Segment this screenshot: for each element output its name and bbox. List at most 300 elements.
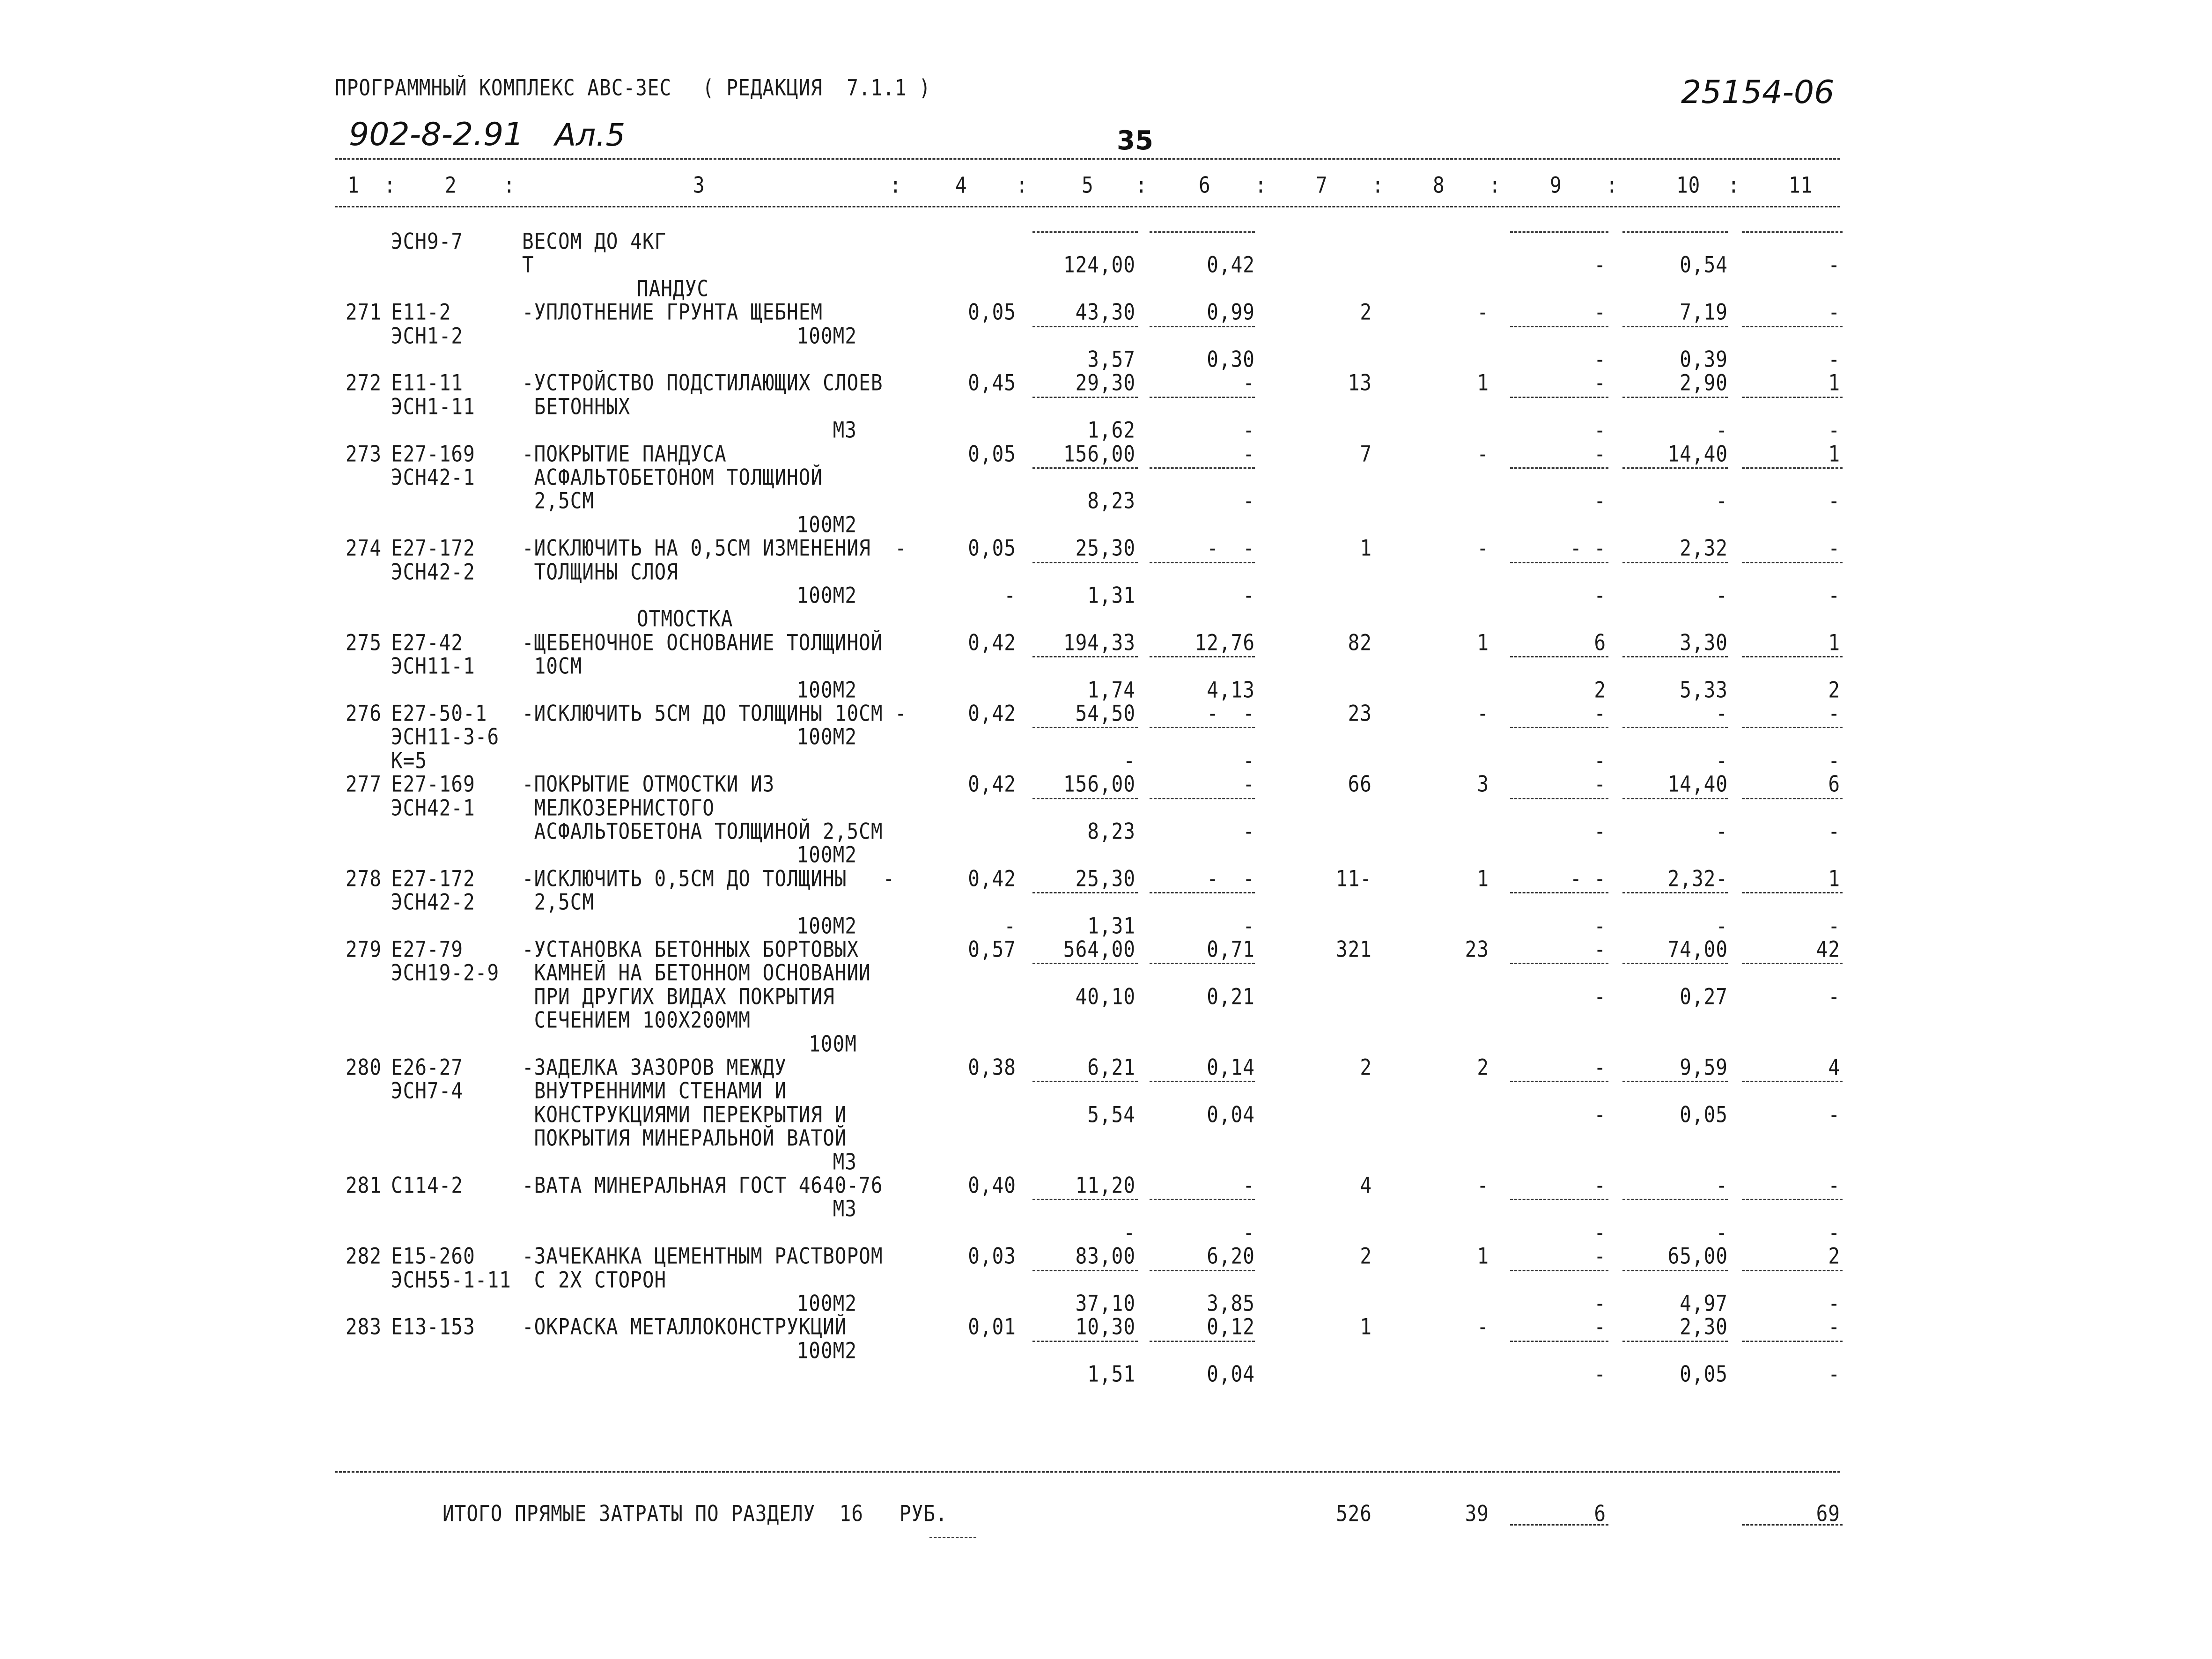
cell-c11: -: [1828, 582, 1840, 609]
cell-c9: - -: [1570, 865, 1606, 892]
cell-c5: 1,74: [1087, 677, 1135, 703]
value-subrule: [1622, 231, 1728, 233]
cell-c5: -: [1123, 1219, 1135, 1246]
cell-c8: 2: [1477, 1054, 1489, 1081]
row-number: 273: [346, 441, 382, 467]
unit-label: М3: [833, 1149, 857, 1175]
value-subrule: [1510, 727, 1608, 728]
work-description: 2,5СМ: [522, 889, 595, 915]
cell-c11: -: [1828, 347, 1840, 373]
value-subrule: [1742, 963, 1843, 964]
cell-c8: -: [1477, 1172, 1489, 1199]
cell-c9: -: [1594, 1314, 1606, 1340]
column-number-9: 9: [1550, 172, 1562, 199]
work-description: -ИСКЛЮЧИТЬ 5СМ ДО ТОЛЩИНЫ 10СМ -: [522, 700, 907, 727]
norm-code: ЭСН19-2-9: [391, 960, 500, 986]
cell-c5: 11,20: [1075, 1172, 1135, 1199]
cell-c6: 0,30: [1207, 347, 1255, 373]
edition-header: ( РЕДАКЦИЯ 7.1.1 ): [702, 75, 931, 101]
row-number: 281: [346, 1172, 382, 1199]
value-subrule: [1742, 656, 1843, 657]
cell-c4: 0,57: [968, 936, 1016, 963]
cell-c6: 0,14: [1207, 1054, 1255, 1081]
cell-c6: 0,71: [1207, 936, 1255, 963]
cell-c7: 23: [1348, 700, 1372, 727]
cell-c5: 1,31: [1087, 582, 1135, 609]
value-subrule: [1742, 231, 1843, 233]
cell-c10: -: [1716, 1172, 1728, 1199]
value-subrule: [1032, 727, 1138, 728]
cell-c10: 0,39: [1680, 347, 1728, 373]
cell-c4: 0,42: [968, 865, 1016, 892]
work-description: -ЗАДЕЛКА ЗАЗОРОВ МЕЖДУ: [522, 1054, 787, 1081]
column-separator: :: [1606, 172, 1618, 199]
unit-label: 100М2: [796, 323, 857, 349]
cell-c9: -: [1594, 1172, 1606, 1199]
cell-c10: 5,33: [1680, 677, 1728, 703]
cell-c10: -: [1716, 913, 1728, 939]
row-number: 274: [346, 535, 382, 561]
value-subrule: [1742, 562, 1843, 563]
cell-c10: 4,97: [1680, 1290, 1728, 1317]
cell-c8: -: [1477, 441, 1489, 467]
value-subrule: [1032, 798, 1138, 799]
cell-c11: -: [1828, 1172, 1840, 1199]
column-separator: :: [384, 172, 396, 199]
value-subrule: [1622, 798, 1728, 799]
norm-code: Е15-260: [391, 1243, 475, 1269]
value-subrule: [1622, 326, 1728, 327]
work-description: -ОКРАСКА МЕТАЛЛОКОНСТРУКЦИЙ: [522, 1314, 847, 1340]
cell-c9: -: [1594, 441, 1606, 467]
cell-c6: 0,12: [1207, 1314, 1255, 1340]
header-rule-bottom: [335, 206, 1840, 207]
work-description: 2,5СМ: [522, 488, 595, 514]
row-number: 276: [346, 700, 382, 727]
unit-label: 100М: [809, 1031, 857, 1057]
cell-c10: 2,32: [1680, 535, 1728, 561]
value-subrule: [1510, 963, 1608, 964]
total-rule: [335, 1471, 1840, 1473]
work-description: ВНУТРЕННИМИ СТЕНАМИ И: [522, 1078, 787, 1104]
cell-c9: -: [1594, 1290, 1606, 1317]
cell-c11: 42: [1816, 936, 1840, 963]
unit-label: 100М2: [796, 1290, 857, 1317]
column-number-7: 7: [1316, 172, 1328, 199]
cell-c4: 0,03: [968, 1243, 1016, 1269]
cell-c9: -: [1594, 983, 1606, 1010]
value-subrule: [1032, 1270, 1138, 1271]
norm-code: Е27-50-1: [391, 700, 487, 727]
cell-c5: 37,10: [1075, 1290, 1135, 1317]
row-number: 275: [346, 629, 382, 656]
value-subrule: [1032, 656, 1138, 657]
cell-c10: 65,00: [1667, 1243, 1728, 1269]
cell-c6: -: [1243, 818, 1255, 845]
album-number: Ал.5: [555, 117, 626, 153]
unit-label: 100М2: [796, 677, 857, 703]
cell-c5: 1,62: [1087, 417, 1135, 443]
cell-c10: 0,27: [1680, 983, 1728, 1010]
cell-c6: -: [1243, 1172, 1255, 1199]
norm-code: Е27-79: [391, 936, 464, 963]
cell-c10: 0,54: [1680, 252, 1728, 278]
cell-c11: 2: [1828, 677, 1840, 703]
column-number-3: 3: [693, 172, 705, 199]
norm-code: Е27-169: [391, 771, 475, 797]
value-subrule: [1150, 397, 1255, 398]
cell-c5: 1,31: [1087, 913, 1135, 939]
cell-c4: 0,45: [968, 370, 1016, 396]
total-underline: [929, 1537, 976, 1538]
value-subrule: [1150, 1199, 1255, 1200]
cell-c9: -: [1594, 700, 1606, 727]
cell-c9: -: [1594, 1243, 1606, 1269]
cell-c7: 2: [1360, 299, 1372, 325]
value-subrule: [1032, 397, 1138, 398]
cell-c6: 0,04: [1207, 1101, 1255, 1128]
value-subrule: [1510, 397, 1608, 398]
cell-c10: 14,40: [1667, 441, 1728, 467]
value-subrule: [1510, 798, 1608, 799]
value-subrule: [1622, 1199, 1728, 1200]
cell-c8: 23: [1465, 936, 1489, 963]
value-subrule: [1032, 963, 1138, 964]
unit-label: 100М2: [796, 1337, 857, 1364]
value-subrule: [1622, 1270, 1728, 1271]
norm-code: К=5: [391, 747, 428, 774]
cell-c5: 8,23: [1087, 818, 1135, 845]
cell-c6: -: [1243, 441, 1255, 467]
value-subrule: [1032, 1081, 1138, 1082]
work-description: -ЩЕБЕНОЧНОЕ ОСНОВАНИЕ ТОЛЩИНОЙ: [522, 629, 883, 656]
cell-c5: 54,50: [1075, 700, 1135, 727]
cell-c5: 156,00: [1063, 441, 1135, 467]
column-separator: :: [1372, 172, 1384, 199]
value-subrule: [1742, 892, 1843, 893]
norm-code: ЭСН42-2: [391, 559, 475, 585]
cell-c4: 0,01: [968, 1314, 1016, 1340]
unit-label: 100М2: [796, 582, 857, 609]
value-subrule: [1510, 326, 1608, 327]
value-subrule: [1032, 892, 1138, 893]
total-c11: 69: [1816, 1501, 1840, 1527]
cell-c10: -: [1716, 818, 1728, 845]
cell-c4: 0,40: [968, 1172, 1016, 1199]
column-separator: :: [1728, 172, 1740, 199]
value-subrule: [1510, 1199, 1608, 1200]
value-subrule: [1032, 562, 1138, 563]
column-number-5: 5: [1082, 172, 1094, 199]
value-subrule: [1510, 892, 1608, 893]
cell-c9: -: [1594, 1054, 1606, 1081]
cell-c10: -: [1716, 747, 1728, 774]
value-subrule: [1150, 798, 1255, 799]
value-subrule: [1742, 727, 1843, 728]
cell-c11: -: [1828, 535, 1840, 561]
cell-c6: - -: [1207, 865, 1255, 892]
cell-c5: 40,10: [1075, 983, 1135, 1010]
cell-c8: -: [1477, 535, 1489, 561]
norm-code: ЭСН42-1: [391, 795, 475, 821]
value-subrule: [1622, 397, 1728, 398]
row-number: 272: [346, 370, 382, 396]
archive-stamp: 25154-06: [1681, 74, 1835, 111]
column-number-8: 8: [1433, 172, 1445, 199]
total-underline: [1510, 1524, 1608, 1526]
value-subrule: [1150, 467, 1255, 469]
cell-c5: -: [1123, 747, 1135, 774]
cell-c4: -: [1004, 913, 1016, 939]
cell-c11: 2: [1828, 1243, 1840, 1269]
norm-code: ЭСН11-1: [391, 653, 475, 679]
cell-c10: 2,32-: [1667, 865, 1728, 892]
cell-c8: 1: [1477, 865, 1489, 892]
cell-c4: 0,42: [968, 629, 1016, 656]
cell-c11: -: [1828, 1219, 1840, 1246]
value-subrule: [1742, 798, 1843, 799]
row-number: 271: [346, 299, 382, 325]
row-number: 282: [346, 1243, 382, 1269]
column-separator: :: [1135, 172, 1148, 199]
cell-c4: 0,38: [968, 1054, 1016, 1081]
total-c8: 39: [1465, 1501, 1489, 1527]
cell-c9: -: [1594, 818, 1606, 845]
cell-c11: -: [1828, 1361, 1840, 1387]
cell-c11: -: [1828, 488, 1840, 514]
cell-c6: -: [1243, 582, 1255, 609]
value-subrule: [1510, 467, 1608, 469]
cell-c11: 4: [1828, 1054, 1840, 1081]
value-subrule: [1150, 326, 1255, 327]
value-subrule: [1150, 1341, 1255, 1342]
work-description: -ПОКРЫТИЕ ПАНДУСА: [522, 441, 727, 467]
cell-c6: -: [1243, 417, 1255, 443]
unit-label: 100М2: [796, 724, 857, 750]
work-description: БЕТОННЫХ: [522, 393, 631, 420]
cell-c10: -: [1716, 1219, 1728, 1246]
cell-c9: -: [1594, 252, 1606, 278]
cell-c8: -: [1477, 299, 1489, 325]
work-description: С 2Х СТОРОН: [522, 1267, 667, 1293]
cell-c11: -: [1828, 1290, 1840, 1317]
cell-c7: 13: [1348, 370, 1372, 396]
work-description: -УСТАНОВКА БЕТОННЫХ БОРТОВЫХ: [522, 936, 859, 963]
cell-c9: -: [1594, 1361, 1606, 1387]
value-subrule: [1742, 1270, 1843, 1271]
cell-c11: -: [1828, 1101, 1840, 1128]
cell-c6: - -: [1207, 535, 1255, 561]
cell-c5: 1,51: [1087, 1361, 1135, 1387]
cell-c9: 6: [1594, 629, 1606, 656]
unit-label: 100М2: [796, 842, 857, 868]
cell-c8: 3: [1477, 771, 1489, 797]
cell-c9: 2: [1594, 677, 1606, 703]
work-description: ПРИ ДРУГИХ ВИДАХ ПОКРЫТИЯ: [522, 983, 835, 1010]
value-subrule: [1150, 727, 1255, 728]
norm-code: Е27-169: [391, 441, 475, 467]
total-label: ИТОГО ПРЯМЫЕ ЗАТРАТЫ ПО РАЗДЕЛУ 16 РУБ.: [442, 1501, 948, 1527]
cell-c10: 9,59: [1680, 1054, 1728, 1081]
norm-code: Е26-27: [391, 1054, 464, 1081]
cell-c10: 2,30: [1680, 1314, 1728, 1340]
cell-c11: 1: [1828, 441, 1840, 467]
cell-c11: -: [1828, 700, 1840, 727]
cell-c6: 0,21: [1207, 983, 1255, 1010]
cell-c8: -: [1477, 700, 1489, 727]
cell-c5: 5,54: [1087, 1101, 1135, 1128]
cell-c10: 14,40: [1667, 771, 1728, 797]
work-description: -ПОКРЫТИЕ ОТМОСТКИ ИЗ: [522, 771, 775, 797]
cell-c10: -: [1716, 488, 1728, 514]
unit-label: М3: [833, 1196, 857, 1222]
cell-c9: -: [1594, 417, 1606, 443]
cell-c5: 564,00: [1063, 936, 1135, 963]
cell-c6: -: [1243, 771, 1255, 797]
cell-c6: 0,42: [1207, 252, 1255, 278]
column-number-1: 1: [347, 172, 360, 199]
value-subrule: [1622, 727, 1728, 728]
cell-c7: 7: [1360, 441, 1372, 467]
cell-c5: 194,33: [1063, 629, 1135, 656]
cell-c8: 1: [1477, 370, 1489, 396]
cell-c6: 0,04: [1207, 1361, 1255, 1387]
cell-c9: - -: [1570, 535, 1606, 561]
cell-c6: 3,85: [1207, 1290, 1255, 1317]
column-number-4: 4: [955, 172, 967, 199]
cell-c11: -: [1828, 818, 1840, 845]
value-subrule: [1622, 963, 1728, 964]
cell-c7: 2: [1360, 1243, 1372, 1269]
cell-c7: 321: [1335, 936, 1372, 963]
cell-c6: -: [1243, 1219, 1255, 1246]
work-description: ВЕСОМ ДО 4КГ: [522, 229, 667, 255]
value-subrule: [1150, 656, 1255, 657]
cell-c5: 43,30: [1075, 299, 1135, 325]
work-description: -ВАТА МИНЕРАЛЬНАЯ ГОСТ 4640-76: [522, 1172, 883, 1199]
cell-c8: 1: [1477, 629, 1489, 656]
value-subrule: [1032, 1341, 1138, 1342]
value-subrule: [1510, 1341, 1608, 1342]
cell-c11: 1: [1828, 629, 1840, 656]
norm-code: ЭСН1-2: [391, 323, 464, 349]
value-subrule: [1622, 467, 1728, 469]
value-subrule: [1742, 467, 1843, 469]
work-description: -ИСКЛЮЧИТЬ НА 0,5СМ ИЗМЕНЕНИЯ -: [522, 535, 907, 561]
cell-c4: 0,05: [968, 535, 1016, 561]
cell-c9: -: [1594, 347, 1606, 373]
norm-code: С114-2: [391, 1172, 464, 1199]
value-subrule: [1510, 656, 1608, 657]
work-description: Т: [522, 252, 534, 278]
column-separator: :: [890, 172, 902, 199]
column-separator: :: [1489, 172, 1501, 199]
cell-c7: 2: [1360, 1054, 1372, 1081]
work-description: -ЗАЧЕКАНКА ЦЕМЕНТНЫМ РАСТВОРОМ: [522, 1243, 883, 1269]
work-description: ТОЛЩИНЫ СЛОЯ: [522, 559, 678, 585]
cell-c9: -: [1594, 1101, 1606, 1128]
cell-c11: -: [1828, 747, 1840, 774]
total-underline: [1742, 1524, 1843, 1526]
cell-c7: 11-: [1335, 865, 1372, 892]
norm-code: Е11-11: [391, 370, 464, 396]
norm-code: ЭСН42-2: [391, 889, 475, 915]
column-number-11: 11: [1789, 172, 1813, 199]
value-subrule: [1150, 1081, 1255, 1082]
cell-c11: -: [1828, 299, 1840, 325]
norm-code: Е27-172: [391, 865, 475, 892]
work-description: -ИСКЛЮЧИТЬ 0,5СМ ДО ТОЛЩИНЫ -: [522, 865, 895, 892]
norm-code: Е11-2: [391, 299, 451, 325]
cell-c6: 4,13: [1207, 677, 1255, 703]
value-subrule: [1510, 1270, 1608, 1271]
cell-c11: 1: [1828, 865, 1840, 892]
value-subrule: [1622, 1081, 1728, 1082]
cell-c7: 4: [1360, 1172, 1372, 1199]
cell-c10: 7,19: [1680, 299, 1728, 325]
cell-c5: 25,30: [1075, 535, 1135, 561]
cell-c6: 6,20: [1207, 1243, 1255, 1269]
value-subrule: [1032, 1199, 1138, 1200]
norm-code: ЭСН9-7: [391, 229, 464, 255]
value-subrule: [1742, 1341, 1843, 1342]
cell-c7: 1: [1360, 535, 1372, 561]
page-number: 35: [1117, 125, 1153, 156]
cell-c9: -: [1594, 771, 1606, 797]
cell-c11: -: [1828, 983, 1840, 1010]
cell-c10: 0,05: [1680, 1101, 1728, 1128]
cell-c4: 0,05: [968, 299, 1016, 325]
cell-c11: -: [1828, 252, 1840, 278]
cell-c9: -: [1594, 747, 1606, 774]
header-rule-top: [335, 158, 1840, 160]
row-number: 283: [346, 1314, 382, 1340]
cell-c9: -: [1594, 582, 1606, 609]
work-description: АСФАЛЬТОБЕТОНА ТОЛЩИНОЙ 2,5СМ: [522, 818, 883, 845]
cell-c7: 82: [1348, 629, 1372, 656]
value-subrule: [1032, 326, 1138, 327]
cell-c10: 3,30: [1680, 629, 1728, 656]
norm-code: ЭСН1-11: [391, 393, 475, 420]
value-subrule: [1032, 467, 1138, 469]
cell-c5: 83,00: [1075, 1243, 1135, 1269]
total-c7: 526: [1335, 1501, 1372, 1527]
norm-code: ЭСН7-4: [391, 1078, 464, 1104]
cell-c6: 0,99: [1207, 299, 1255, 325]
norm-code: ЭСН11-3-6: [391, 724, 500, 750]
work-description: АСФАЛЬТОБЕТОНОМ ТОЛЩИНОЙ: [522, 465, 823, 491]
norm-code: Е13-153: [391, 1314, 475, 1340]
cell-c5: 124,00: [1063, 252, 1135, 278]
cell-c7: 66: [1348, 771, 1372, 797]
value-subrule: [1150, 963, 1255, 964]
total-c9: 6: [1594, 1501, 1606, 1527]
cell-c11: 1: [1828, 370, 1840, 396]
cell-c10: -: [1716, 417, 1728, 443]
cell-c8: -: [1477, 1314, 1489, 1340]
cell-c7: 1: [1360, 1314, 1372, 1340]
section-title: ПАНДУС: [637, 275, 709, 302]
value-subrule: [1510, 562, 1608, 563]
cell-c4: 0,42: [968, 700, 1016, 727]
document-code: 902-8-2.91: [349, 116, 524, 153]
cell-c6: -: [1243, 488, 1255, 514]
value-subrule: [1622, 656, 1728, 657]
cell-c5: 10,30: [1075, 1314, 1135, 1340]
cell-c11: -: [1828, 417, 1840, 443]
unit-label: 100М2: [796, 511, 857, 538]
column-number-6: 6: [1199, 172, 1211, 199]
